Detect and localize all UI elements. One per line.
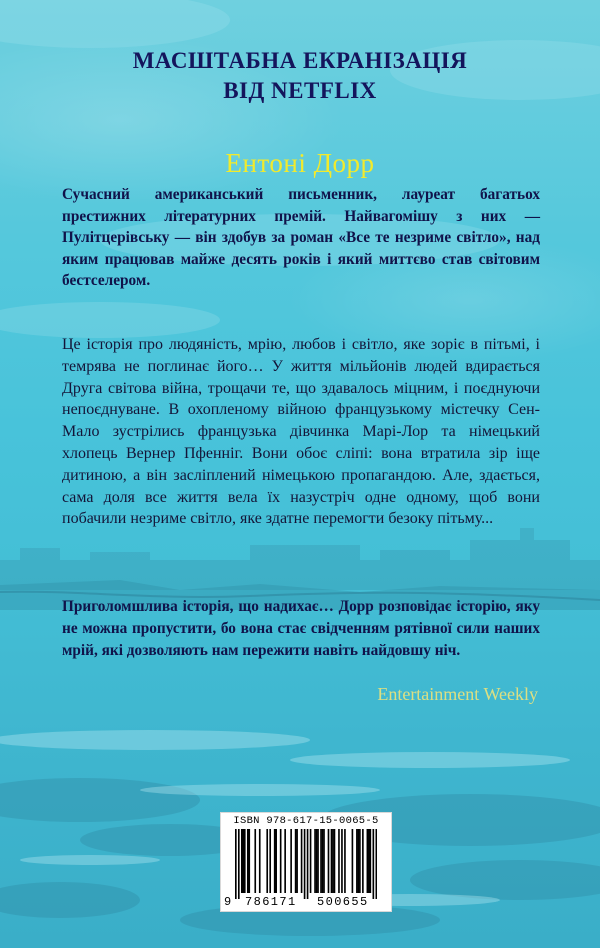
barcode-bar [317, 829, 319, 893]
barcode-bar [259, 829, 261, 893]
isbn-label: ISBN 978-617-15-0065-5 [233, 815, 379, 827]
barcode-bar [322, 829, 324, 893]
barcode-digits [221, 895, 391, 909]
barcode-bar [247, 829, 249, 893]
barcode-bar [254, 829, 256, 893]
barcode-bar [244, 829, 246, 893]
barcode-bar [235, 829, 237, 899]
barcode-bar [362, 829, 364, 893]
headline-line-1: МАСШТАБНА ЕКРАНІЗАЦІЯ [132, 48, 468, 73]
barcode-bar [238, 829, 240, 899]
barcode-bar [332, 829, 334, 893]
author-bio: Сучасний американський письменник, лауреат багатьох престижних літературних премій. Найвагомішу з них — Пулітцерівську — він здобув за роман «Все те незриме світло», над яким працював майже десять років і який миттєво став світовим бестселером. [62, 186, 540, 289]
headline-line-2: ВІД NETFLIX [223, 78, 377, 103]
barcode-bar [301, 829, 303, 893]
barcode-bar [334, 829, 336, 893]
barcode-bar [376, 829, 377, 899]
barcode-bar [242, 829, 244, 893]
barcode-bar [248, 829, 250, 893]
barcode-bar [316, 829, 318, 893]
barcode-bar [296, 829, 298, 893]
barcode-bar [307, 829, 309, 899]
barcode-bar [367, 829, 369, 893]
barcode-bar [314, 829, 316, 893]
barcode-bar [320, 829, 322, 893]
barcode-bar [331, 829, 333, 893]
barcode-bar [328, 829, 330, 893]
barcode-bar [274, 829, 276, 893]
barcode-bar [323, 829, 325, 893]
netflix-adaptation-headline [0, 46, 600, 106]
barcode-bars [235, 829, 377, 899]
barcode-first-digit: 9 [224, 895, 232, 909]
barcode-bar [241, 829, 243, 893]
barcode-bar [295, 829, 297, 893]
book-description: Це історія про людяність, мрію, любов і світло, яке зоріє в пітьмі, і темрява не поглинає його… У життя мільйонів людей вдирається Друга світова війна, трощачи те, що здавалось міцним, і поєднуючи непоєднуване. В охопленому війною французькому містечку Сен-Мало зустрілись французька дівчинка Марі-Лор та німецький хлопець Вернер Пфенніг. Вони обоє сліпі: вона втратила зір іще дитиною, а він засліплений німецькою пропагандою. Але, здається, сама доля все життя вела їх назустріч одне одному, щоб вони побачили незриме світло, яке здатне перемогти безоку пітьму... [62, 336, 540, 528]
barcode-bar [373, 829, 375, 899]
review-source: Entertainment Weekly [377, 684, 538, 704]
barcode-bar [275, 829, 277, 893]
barcode-bar [344, 829, 346, 893]
barcode-bar [269, 829, 271, 893]
barcode-right-group: 500655 [317, 895, 369, 909]
barcode-bar [310, 829, 312, 893]
author-name: Ентоні Дорр [225, 148, 375, 178]
barcode-bar [338, 829, 340, 893]
barcode-bar [352, 829, 354, 893]
barcode-bar [368, 829, 370, 893]
barcode-bar [280, 829, 282, 893]
barcode-bar [356, 829, 358, 893]
barcode-bar [358, 829, 360, 893]
barcode-bar [359, 829, 361, 893]
isbn-barcode [220, 812, 392, 912]
barcode-bar [266, 829, 268, 893]
barcode-left-group: 786171 [245, 895, 297, 909]
barcode-bar [370, 829, 372, 893]
barcode-bar [341, 829, 343, 893]
barcode-bar [304, 829, 306, 899]
barcode-bar [290, 829, 292, 893]
barcode-bar [284, 829, 286, 893]
review-quote: Приголомшлива історія, що надихає… Дорр розповідає історію, яку не можна пропустити, бо вона стає свідченням рятівної сили наших мрій, які дозволяють нам пережити навіть найдовшу ніч. [62, 598, 540, 659]
